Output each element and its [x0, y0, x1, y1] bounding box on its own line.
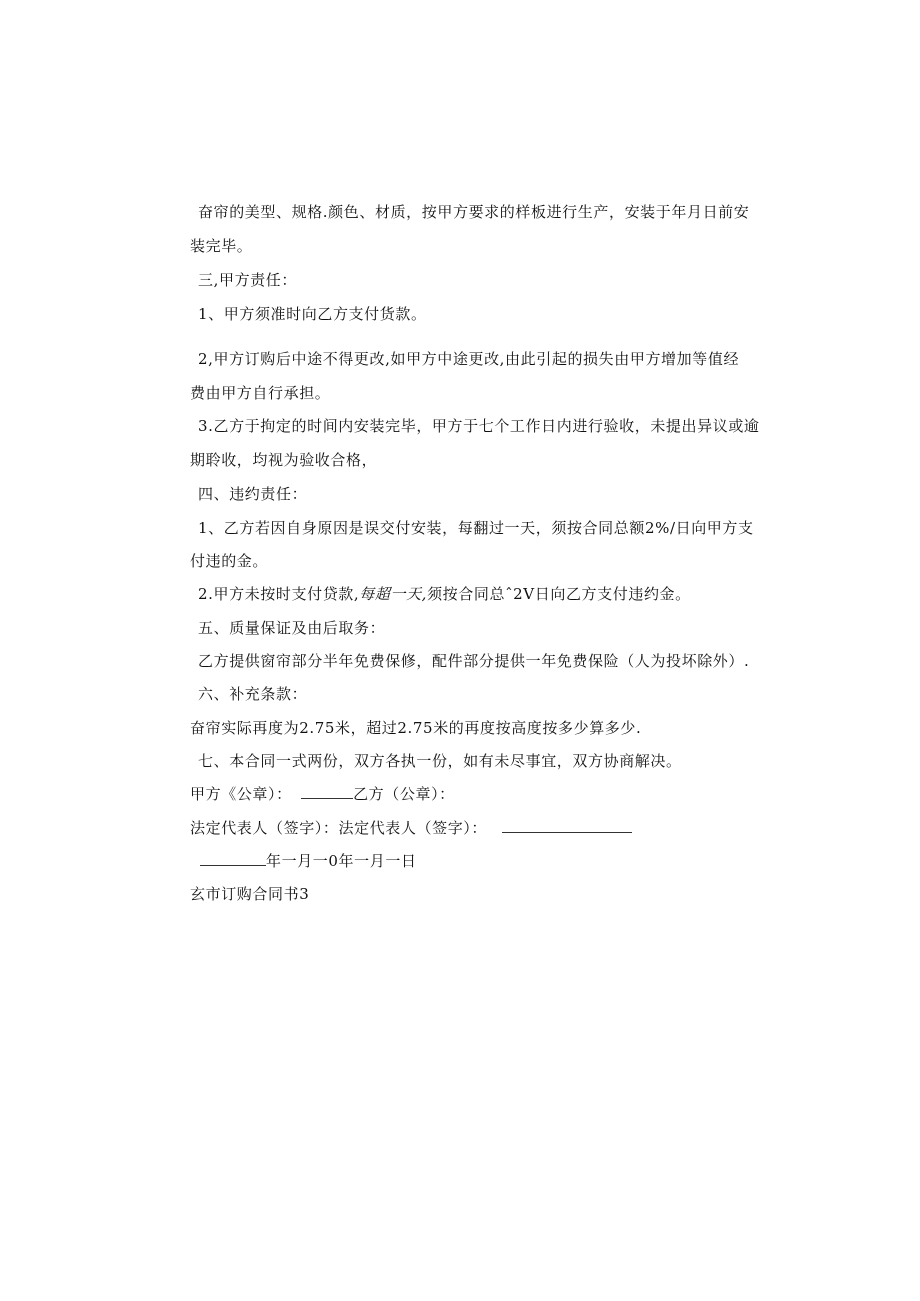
clause-4-1-line1: 1、乙方若因自身原因是误交付安装，每翻过一天，须按合同总额2%/日向甲方支 [198, 519, 754, 537]
clause-5-1: 乙方提供窗帘部分半年免费保修，配件部分提供一年免费保险（人为投坏除外）. [198, 652, 750, 670]
party-a-seal-blank [301, 784, 353, 799]
clause-3-1: 1、甲方须准时向乙方支付货款。 [198, 305, 427, 323]
paragraph-line: 奋帘的美型、规格.颜色、材质，按甲方要求的样板进行生产，安装于年月日前安 [198, 203, 750, 221]
clause-4-2-part1: 2.甲方未按时支付贷款, [198, 585, 360, 603]
paragraph-line: 装完毕。 [190, 237, 253, 255]
party-a-seal-label: 甲方《公章）： [190, 785, 292, 803]
clause-6-1: 奋帘实际再度为2.75米，超过2.75米的再度按高度按多少算多少. [190, 719, 642, 737]
party-b-seal-label: 乙方（公章）： [353, 785, 455, 803]
clause-3-3-line2: 期聆收，均视为验收合格， [190, 451, 378, 469]
clause-4-2 [198, 584, 691, 604]
clause-4-2-part2: 须按合同总ˆ2V日向乙方支付违约金。 [427, 585, 691, 603]
clause-3-3-line1: 3.乙方于拘定的时间内安装完毕，甲方于七个工作日内进行验收，未提出异议或逾 [198, 417, 760, 435]
signature-line-parties [190, 784, 455, 804]
clause-4-2-italic: 每超一天, [359, 585, 428, 603]
representative-signature-blank [502, 818, 632, 833]
clause-3-2-line2: 费由甲方自行承担。 [190, 384, 331, 402]
date-text: 年一月一0年一月一日 [266, 852, 417, 870]
footer-title: 玄市订购合同书3 [190, 885, 310, 903]
section-heading-4: 四、违约责任： [198, 485, 308, 503]
clause-7: 七、本合同一式两份，双方各执一份，如有未尽事宜，双方协商解决。 [198, 752, 682, 770]
clause-4-1-line2: 付违的金。 [190, 552, 269, 570]
section-heading-5: 五、质量保证及由后取务： [198, 619, 386, 637]
representative-labels: 法定代表人（签字）：法定代表人（签字）： [190, 819, 488, 837]
section-heading-3: 三,甲方责任： [198, 271, 297, 289]
date-line [200, 851, 417, 871]
representative-line [190, 818, 632, 838]
clause-3-2-line1: 2,甲方订购后中途不得更改,如甲方中途更改,由此引起的损失由甲方增加等值经 [198, 350, 740, 368]
section-heading-6: 六、补充条款： [198, 685, 308, 703]
date-blank [200, 851, 266, 866]
